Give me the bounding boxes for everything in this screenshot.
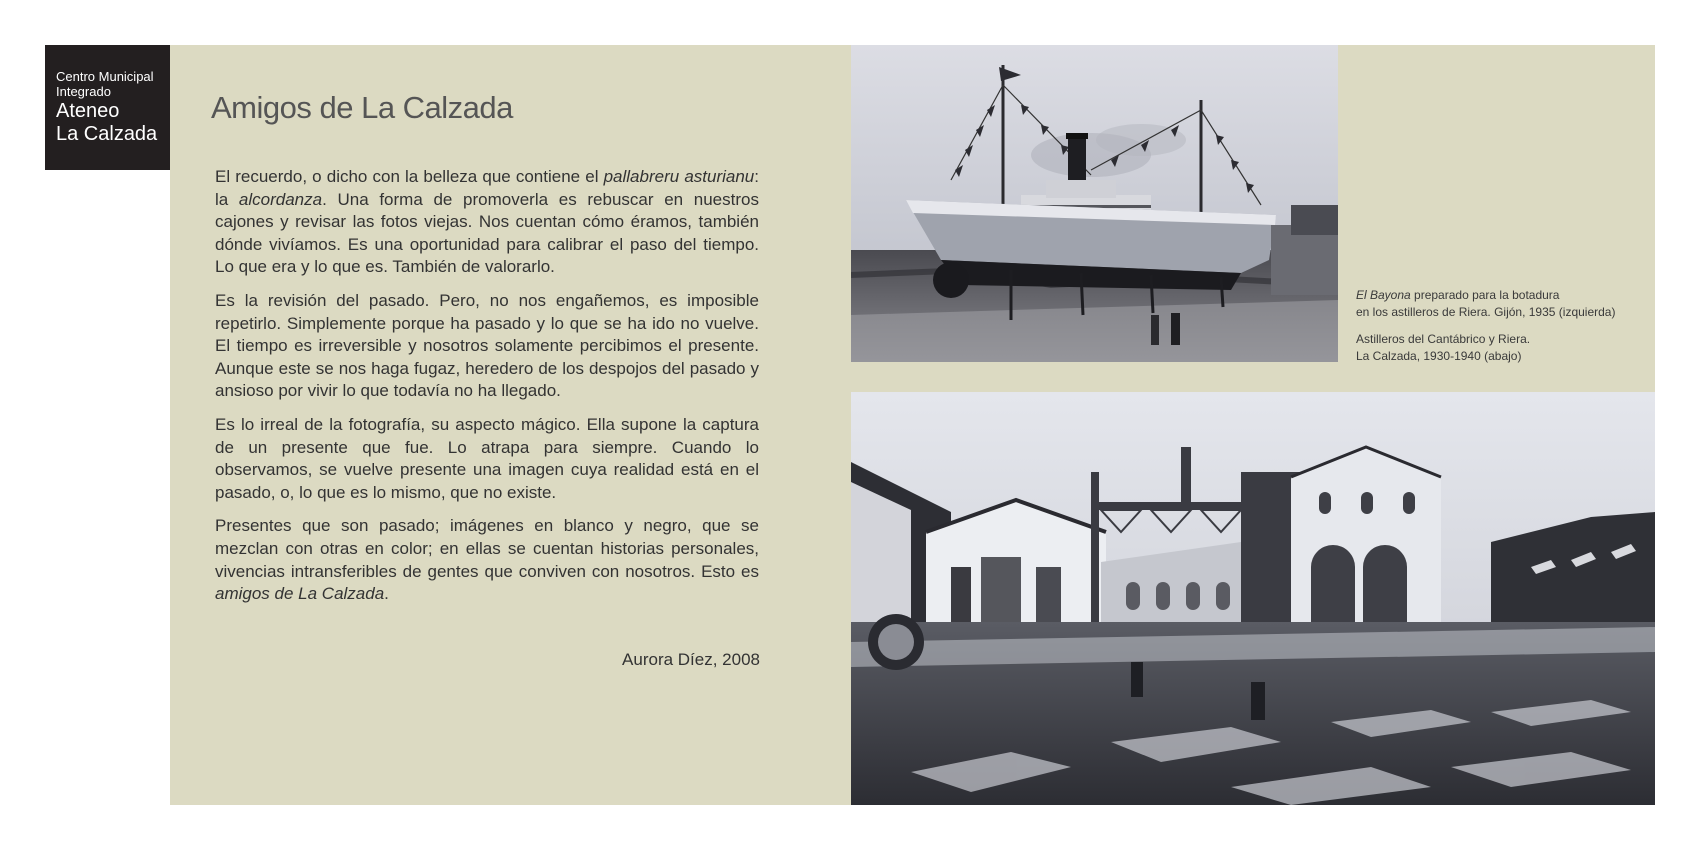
caption-shipyard: [1356, 331, 1646, 365]
ship-photo: [851, 45, 1338, 362]
paragraph-3: Es lo irreal de la fotografía, su aspecto mágico. Ella supone la captura de un presente que fue. Lo atrapa para siempre. Cuando lo observamos, se vuelve presente una imagen cuya realidad está en el pasado, o, lo que es lo mismo, que no existe.: [215, 414, 759, 502]
paragraph-1-text-c: . Una forma de promoverla es rebuscar en nuestros cajones y revisar las fotos viejas. Nos cuentan cómo éramos, también dónde vivíamos. Es una oportunidad para calibrar el paso del tiempo. Lo que era y lo que es. También de valorarlo.: [215, 189, 759, 277]
caption-ship: [1356, 287, 1646, 321]
caption-ship-italic: El Bayona: [1356, 288, 1411, 302]
shipyard-photo: [851, 392, 1655, 805]
paragraph-1-italic-b: alcordanza: [238, 189, 323, 209]
paragraph-1-text-a: El recuerdo, o dicho con la belleza que contiene el: [215, 167, 604, 186]
author-signature: Aurora Díez, 2008: [622, 650, 760, 669]
paragraph-4-text-b: .: [384, 584, 389, 604]
tag-line-2: Integrado: [56, 84, 111, 99]
caption-shipyard-line2: La Calzada, 1930-1940 (abajo): [1356, 349, 1522, 363]
paragraph-1-text-b: : la: [215, 167, 759, 209]
institution-tag: [45, 45, 170, 170]
paragraph-1-italic-a: pallabreru asturianu: [603, 167, 755, 186]
paragraph-4-italic: amigos de La Calzada: [215, 584, 385, 604]
paragraph-2: Es la revisión del pasado. Pero, no nos engañemos, es imposible repetirlo. Simplemente porque ha pasado y lo que se ha ido no vuelve. El tiempo es irreversible y nosotros solamente percibimos el presente. Aunque este se nos haga fugaz, heredero de los despojos del pasado y ansioso por vivir lo que todavía no ha llegado.: [215, 290, 759, 401]
paragraph-4-text-a: Presentes que son pasado; imágenes en blanco y negro, que se mezclan con otras en color; en ellas se cuentan historias personales, vivencias intransferibles de gentes que conviven con nosotros. Esto es: [215, 516, 759, 581]
tag-line-3: Ateneo: [56, 100, 120, 122]
caption-ship-text: preparado para la botadura: [1410, 288, 1560, 302]
caption-ship-line2: en los astilleros de Riera. Gijón, 1935 (izquierda): [1356, 305, 1616, 319]
tag-line-1: Centro Municipal: [56, 69, 154, 84]
tag-line-4: La Calzada: [56, 123, 158, 145]
photo-captions: [1356, 287, 1646, 375]
article-body: [215, 166, 759, 617]
paragraph-4: [215, 515, 759, 605]
caption-shipyard-line1: Astilleros del Cantábrico y Riera.: [1356, 332, 1531, 346]
paragraph-1: [215, 166, 759, 279]
page-title: Amigos de La Calzada: [211, 90, 513, 125]
